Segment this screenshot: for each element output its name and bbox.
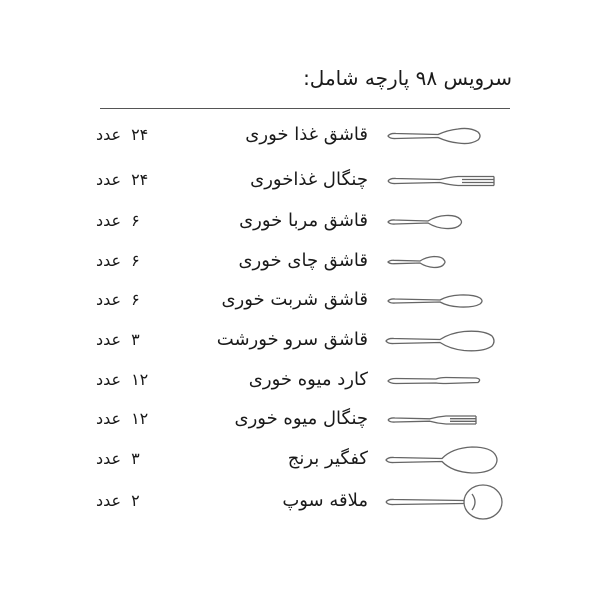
quantity-value: ۱۲	[131, 370, 149, 389]
sherbet-spoon-icon	[380, 283, 520, 319]
list-item	[0, 402, 600, 438]
item-quantity	[96, 125, 168, 144]
item-quantity	[96, 370, 168, 389]
rice-spatula-icon	[380, 442, 520, 478]
unit-label: عدد	[96, 491, 122, 510]
quantity-value: ۱۲	[131, 409, 149, 428]
list-item	[0, 163, 600, 199]
unit-label: عدد	[96, 125, 122, 144]
list-item	[0, 204, 600, 240]
list-item	[0, 283, 600, 319]
quantity-value: ۲۴	[131, 125, 149, 144]
fruit-knife-icon	[380, 363, 520, 399]
item-quantity	[96, 211, 168, 230]
item-quantity	[96, 449, 168, 468]
dinner-spoon-icon	[380, 118, 520, 154]
quantity-value: ۶	[131, 251, 140, 270]
item-name: قاشق مربا خوری	[239, 210, 368, 231]
item-name: چنگال غذاخوری	[250, 169, 368, 190]
soup-ladle-icon	[380, 484, 520, 520]
list-item	[0, 323, 600, 359]
tea-spoon-icon	[380, 244, 520, 280]
item-quantity	[96, 409, 168, 428]
quantity-value: ۶	[131, 290, 140, 309]
list-item	[0, 363, 600, 399]
list-item	[0, 442, 600, 478]
page-title: سرویس ۹۸ پارچه شامل:	[303, 66, 512, 90]
quantity-value: ۳	[131, 330, 140, 349]
item-name: کفگیر برنج	[287, 448, 368, 469]
jam-spoon-icon	[380, 204, 520, 240]
list-item	[0, 484, 600, 520]
quantity-value: ۳	[131, 449, 140, 468]
item-name: چنگال میوه خوری	[234, 408, 368, 429]
quantity-value: ۲۴	[131, 170, 149, 189]
unit-label: عدد	[96, 330, 122, 349]
unit-label: عدد	[96, 290, 122, 309]
unit-label: عدد	[96, 251, 122, 270]
item-quantity	[96, 491, 168, 510]
fruit-fork-icon	[380, 402, 520, 438]
item-quantity	[96, 330, 168, 349]
unit-label: عدد	[96, 370, 122, 389]
dinner-fork-icon	[380, 163, 520, 199]
item-name: قاشق چای خوری	[238, 250, 368, 271]
quantity-value: ۶	[131, 211, 140, 230]
item-quantity	[96, 251, 168, 270]
unit-label: عدد	[96, 449, 122, 468]
item-name: کارد میوه خوری	[248, 369, 368, 390]
serving-spoon-icon	[380, 323, 520, 359]
item-name: ملاقه سوپ	[282, 490, 368, 511]
item-quantity	[96, 290, 168, 309]
list-item	[0, 244, 600, 280]
unit-label: عدد	[96, 170, 122, 189]
list-item	[0, 118, 600, 154]
unit-label: عدد	[96, 409, 122, 428]
item-name: قاشق شربت خوری	[221, 289, 368, 310]
item-name: قاشق سرو خورشت	[216, 329, 368, 350]
divider	[100, 108, 510, 109]
unit-label: عدد	[96, 211, 122, 230]
item-name: قاشق غذا خوری	[245, 124, 368, 145]
item-quantity	[96, 170, 168, 189]
quantity-value: ۲	[131, 491, 140, 510]
